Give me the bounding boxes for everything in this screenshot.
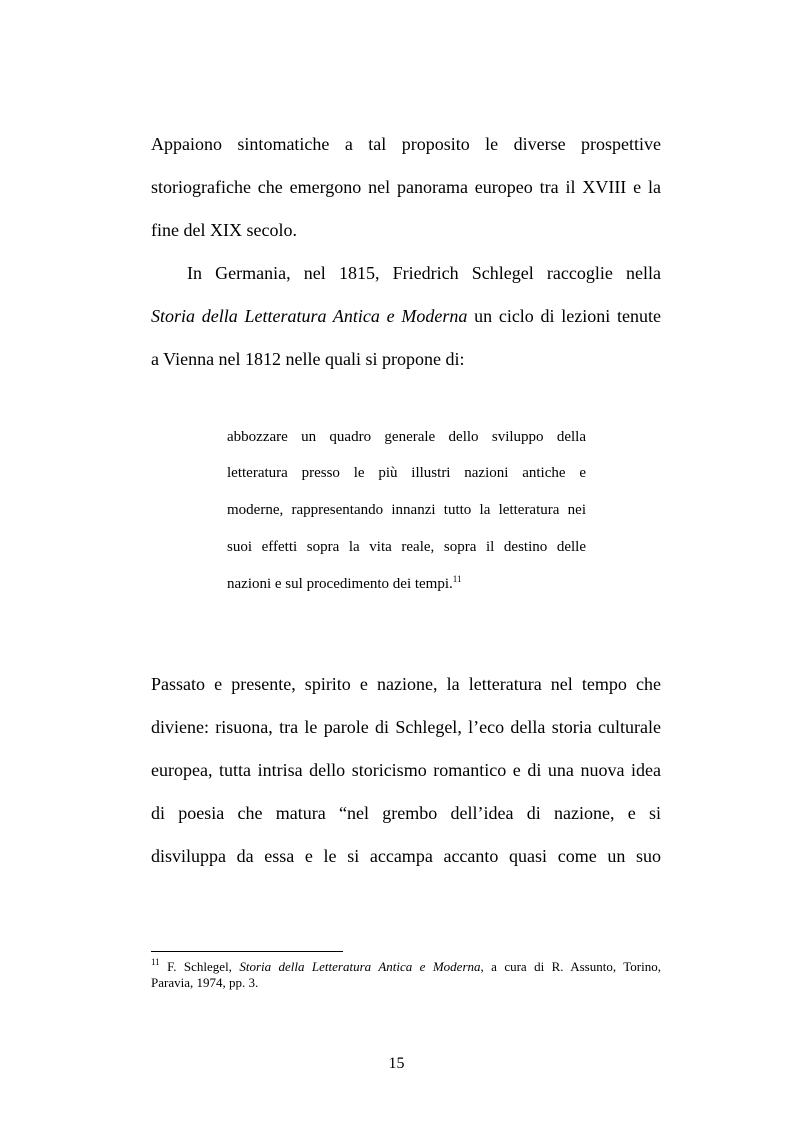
body-line: Appaiono sintomatiche a tal proposito le diverse prospettive xyxy=(151,134,661,154)
body-line: storiografiche che emergono nel panorama europeo tra il XVIII e la xyxy=(151,177,661,197)
quote-line: suoi effetti sopra la vita reale, sopra il destino delle xyxy=(227,539,586,555)
footnote-separator xyxy=(151,951,343,952)
body-line: fine del XIX secolo. xyxy=(151,220,297,240)
body-line: europea, tutta intrisa dello storicismo romantico e di una nuova idea xyxy=(151,760,661,780)
quote-line: letteratura presso le più illustri nazioni antiche e xyxy=(227,465,586,481)
body-line: di poesia che matura “nel grembo dell’idea di nazione, e si xyxy=(151,803,661,823)
body-line: In Germania, nel 1815, Friedrich Schlegel raccoglie nella xyxy=(187,263,661,283)
book-title: Storia della Letteratura Antica e Moderna xyxy=(151,306,468,326)
quote-text: nazioni e sul procedimento dei tempi. xyxy=(227,576,453,592)
body-text: un ciclo di lezioni tenute xyxy=(467,306,661,326)
body-line: a Vienna nel 1812 nelle quali si propone di: xyxy=(151,349,465,369)
body-line xyxy=(151,305,661,327)
body-line: diviene: risuona, tra le parole di Schlegel, l’eco della storia culturale xyxy=(151,717,661,737)
footnote-text: F. Schlegel, xyxy=(159,959,240,974)
body-line: disviluppa da essa e le si accampa accanto quasi come un suo xyxy=(151,846,661,866)
quote-line: abbozzare un quadro generale dello sviluppo della xyxy=(227,429,586,445)
footnote-text: , a cura di R. Assunto, Torino, xyxy=(480,959,661,974)
footnote-number: 11 xyxy=(151,957,160,967)
footnote-line: Paravia, 1974, pp. 3. xyxy=(151,975,259,990)
footnote-line xyxy=(151,959,661,975)
quote-line xyxy=(227,574,586,594)
quote-line: moderne, rappresentando innanzi tutto la letteratura nei xyxy=(227,502,586,518)
page-number: 15 xyxy=(388,1055,405,1072)
body-line: Passato e presente, spirito e nazione, la letteratura nel tempo che xyxy=(151,674,661,694)
footnote-title: Storia della Letteratura Antica e Moderna xyxy=(239,959,481,974)
footnote-ref[interactable]: 11 xyxy=(452,574,462,584)
